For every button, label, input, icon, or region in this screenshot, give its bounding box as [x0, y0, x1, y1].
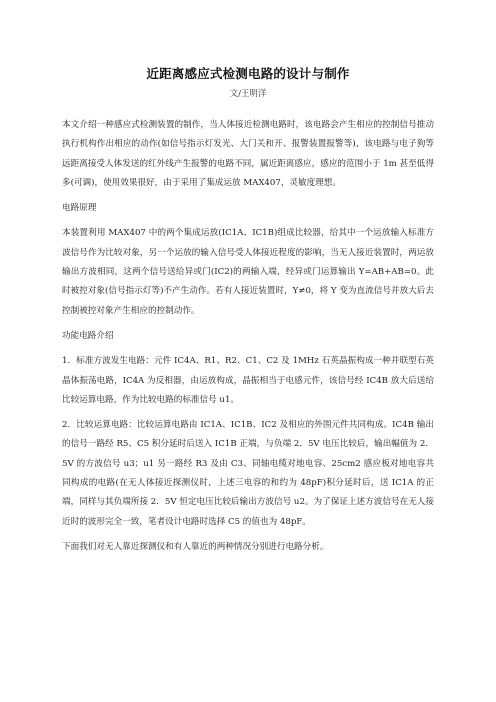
document-author: 文/王明洋: [229, 89, 267, 99]
document-page: [62, 0, 434, 557]
function-item-1: 1．标准方波发生电路：元件 IC4A、R1、R2、C1、C2 及 1MHz 石英晶振构成一种并联型石英晶体振荡电路，IC4A 为反相器，由运放构成，晶振相当于电感元件，该信号经 IC4B 放大后送给比较运算电路，作为比较电路的标准信号 u1。: [62, 356, 434, 405]
section-heading-principle: 电路原理: [62, 203, 97, 214]
section-heading-functions: 功能电路介绍: [62, 330, 114, 341]
function-item-2: 2．比较运算电路：比较运算电路由 IC1A、IC1B、IC2 及相应的外围元件共同构成。IC4B 输出的信号一路经 R5、C5 积分延时后送入 IC1B 正端，与负端 2．5V 电压比较后，输出幅值为 2．5V 的方波信号 u3；u1 另一路经 R3 及由 C3、同轴电缆对地电容、25cm2 感应板对地电容共同构成的电路(在无人体接近探测仪时，上述三电容的和约为 48pF)积分延时后，送 IC1A 的正端，同样与其负端所接 2．5V 恒定电压比较后输出方波信号 u2。为了保证上述方波信号在无人接近时的波形完全一致，笔者设计电路时选择 C5 的值也为 48pF。: [62, 420, 434, 527]
closing-paragraph: 下面我们对无人靠近探测仪和有人靠近的两种情况分别进行电路分析。: [62, 541, 329, 552]
document-title: 近距离感应式检测电路的设计与制作: [146, 66, 350, 81]
principle-paragraph: 本装置利用 MAX407 中的两个集成运放(IC1A、IC1B)组成比较器，给其中一个运放输入标准方波信号作为比较对象，另一个运放的输入信号受人体接近程度的影响，当无人接近装置时，两运放输出方波相同，这两个信号送给异或门(IC2)的两输入端，经异或门运算输出 Y=AB+AB=0。此时被控对象(信号指示灯等)不产生动作。若有人接近装置时，Y≠0，将 Y 变为直流信号并放大后去控制被控对象产生相应的控制动作。: [62, 228, 434, 316]
intro-paragraph: 本文介绍一种感应式检测装置的制作，当人体接近检测电路时，该电路会产生相应的控制信号推动执行机构作出相应的动作(如信号指示灯发光、大门关和开、报警装置报警等)，该电路与电子狗等远距离接受人体发送的红外线产生报警的电路不同，属近距离感应，感应的范围小于 1m 甚至低得多(可调)，使用效果很好，由于采用了集成运放 MAX407，灵敏度理想。: [62, 120, 434, 188]
